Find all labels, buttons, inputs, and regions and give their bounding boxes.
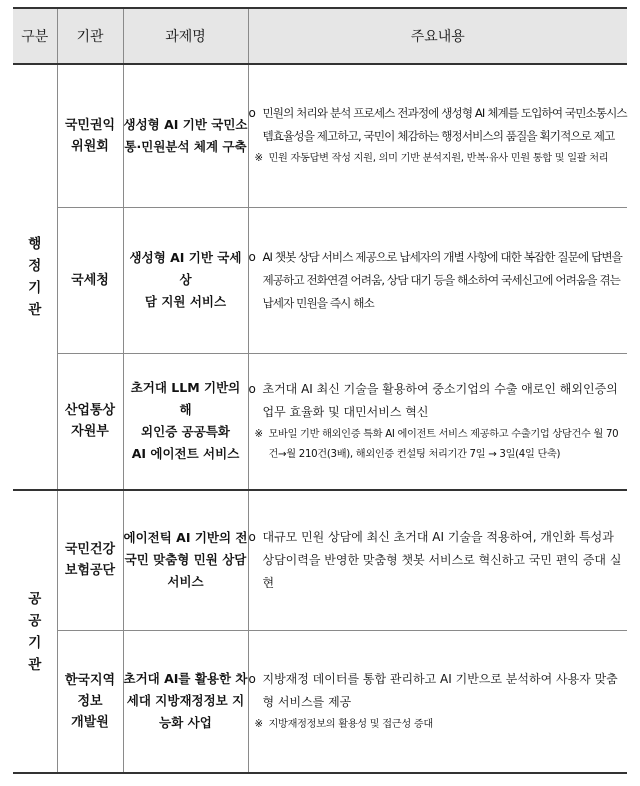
note-item: [249, 715, 628, 735]
category-label: 행정기관: [28, 236, 42, 318]
agency-name-line: 위원회: [71, 138, 109, 154]
category-label: 공공기관: [28, 590, 42, 673]
task-name-line: 세대 지방재정정보 지: [126, 693, 245, 709]
task-name-line: 생성형 AI 기반 국민소: [123, 116, 248, 132]
header-category: 구분: [13, 8, 57, 64]
note-item: [249, 149, 628, 169]
content-cell: [248, 64, 627, 207]
note-text: 민원 자동답변 작성 지원, 의미 기반 분석지원, 반복·유사 민원 통합 및 일괄 처리: [268, 153, 609, 165]
agency-name-line: 산업통상: [64, 403, 116, 419]
task-name-line: 능화 사업: [159, 715, 212, 731]
bullet-item: [249, 102, 628, 148]
bullet-marker: o: [248, 529, 256, 544]
agency-name-line: 국민건강: [64, 542, 116, 558]
agency-cell: [57, 630, 123, 773]
table-row: [13, 64, 627, 207]
bullet-marker: o: [248, 671, 256, 686]
task-name-line: 외인증 공공특화: [141, 424, 230, 440]
table-row: [13, 353, 627, 490]
bullet-item: [249, 378, 628, 424]
content-cell: [248, 490, 627, 630]
task-name-line: 초거대 LLM 기반의 해: [130, 380, 241, 418]
agency-name-line: 개발원: [71, 714, 109, 730]
task-name-line: AI 에이전트 서비스: [131, 446, 240, 462]
bullet-item: [249, 526, 628, 595]
bullet-text: 초거대 AI 최신 기술을 활용하여 중소기업의 수출 애로인 해외인증의 업무 효율화 및 대민서비스 혁신: [262, 381, 618, 419]
note-marker: ※: [254, 718, 263, 730]
bullet-text: 대규모 민원 상담에 최신 초거대 AI 기술을 적용하여, 개인화 특성과 상담이력을 반영한 맞춤형 챗봇 서비스로 혁신하고 국민 편익 증대 실현: [262, 529, 622, 590]
table-row: [13, 490, 627, 630]
agency-cell: [57, 490, 123, 630]
content-cell: [248, 630, 627, 773]
note-marker: ※: [254, 428, 263, 440]
agency-cell: [57, 207, 123, 353]
task-cell: [123, 490, 248, 630]
bullet-text: 지방재정 데이터를 통합 관리하고 AI 기반으로 분석하여 사용자 맞춤형 서비스를 제공: [262, 671, 618, 709]
content-cell: [248, 207, 627, 353]
bullet-marker: o: [248, 381, 256, 396]
bullet-text: AI 챗봇 상담 서비스 제공으로 납세자의 개별 사항에 대한 복잡한 질문에 답변을 제공하고 전화연결 어려움, 상담 대기 등을 해소하여 국세신고에 어려움을 겪는 납세자 민원을 즉시 해소: [262, 249, 622, 310]
bullet-marker: o: [248, 106, 256, 121]
note-text: 지방재정정보의 활용성 및 접근성 증대: [268, 718, 433, 730]
task-name-line: 국민 맞춤형 민원 상담: [124, 552, 247, 568]
category-cell: [13, 64, 57, 490]
agency-name-line: 정보: [77, 693, 103, 709]
task-cell: [123, 207, 248, 353]
task-name-line: 초거대 AI를 활용한 차: [123, 671, 248, 687]
agency-name-line: 국세청: [71, 272, 109, 288]
bullet-item: [249, 246, 628, 315]
task-name-line: 에이전틱 AI 기반의 전: [123, 530, 248, 546]
agency-name-line: 한국지역: [64, 672, 116, 688]
agency-cell: [57, 353, 123, 490]
bullet-item: [249, 668, 628, 714]
table-row: [13, 207, 627, 353]
agency-name-line: 자원부: [71, 424, 109, 440]
header-content: 주요내용: [248, 8, 627, 64]
task-cell: [123, 630, 248, 773]
header-task: 과제명: [123, 8, 248, 64]
task-name-line: 서비스: [167, 574, 204, 590]
task-name-line: 생성형 AI 기반 국세 상: [129, 250, 242, 287]
task-cell: [123, 353, 248, 490]
task-cell: [123, 64, 248, 207]
projects-table: [13, 7, 627, 774]
table-row: [13, 630, 627, 773]
category-cell: [13, 490, 57, 773]
note-marker: ※: [254, 153, 263, 165]
bullet-marker: o: [248, 249, 256, 264]
content-cell: [248, 353, 627, 490]
agency-name-line: 국민권익: [64, 117, 116, 133]
note-text: 모바일 기반 해외인증 특화 AI 에이전트 서비스 제공하고 수출기업 상담건수 월 70건→월 210건(3배), 해외인증 컨설팅 처리기간 7일 → 3일(4일 단축): [268, 428, 619, 460]
agency-cell: [57, 64, 123, 207]
table-header-row: [13, 8, 627, 64]
header-agency: 기관: [57, 8, 123, 64]
agency-name-line: 보험공단: [64, 563, 116, 579]
task-name-line: 통·민원분석 체계 구축: [124, 138, 247, 154]
task-name-line: 담 지원 서비스: [144, 294, 227, 309]
bullet-text: 민원의 처리와 분석 프로세스 전과정에 생성형 AI 체계를 도입하여 국민소통시스템효율성을 제고하고, 국민이 체감하는 행정서비스의 품질을 획기적으로 제고: [262, 106, 627, 144]
note-item: [249, 425, 628, 465]
